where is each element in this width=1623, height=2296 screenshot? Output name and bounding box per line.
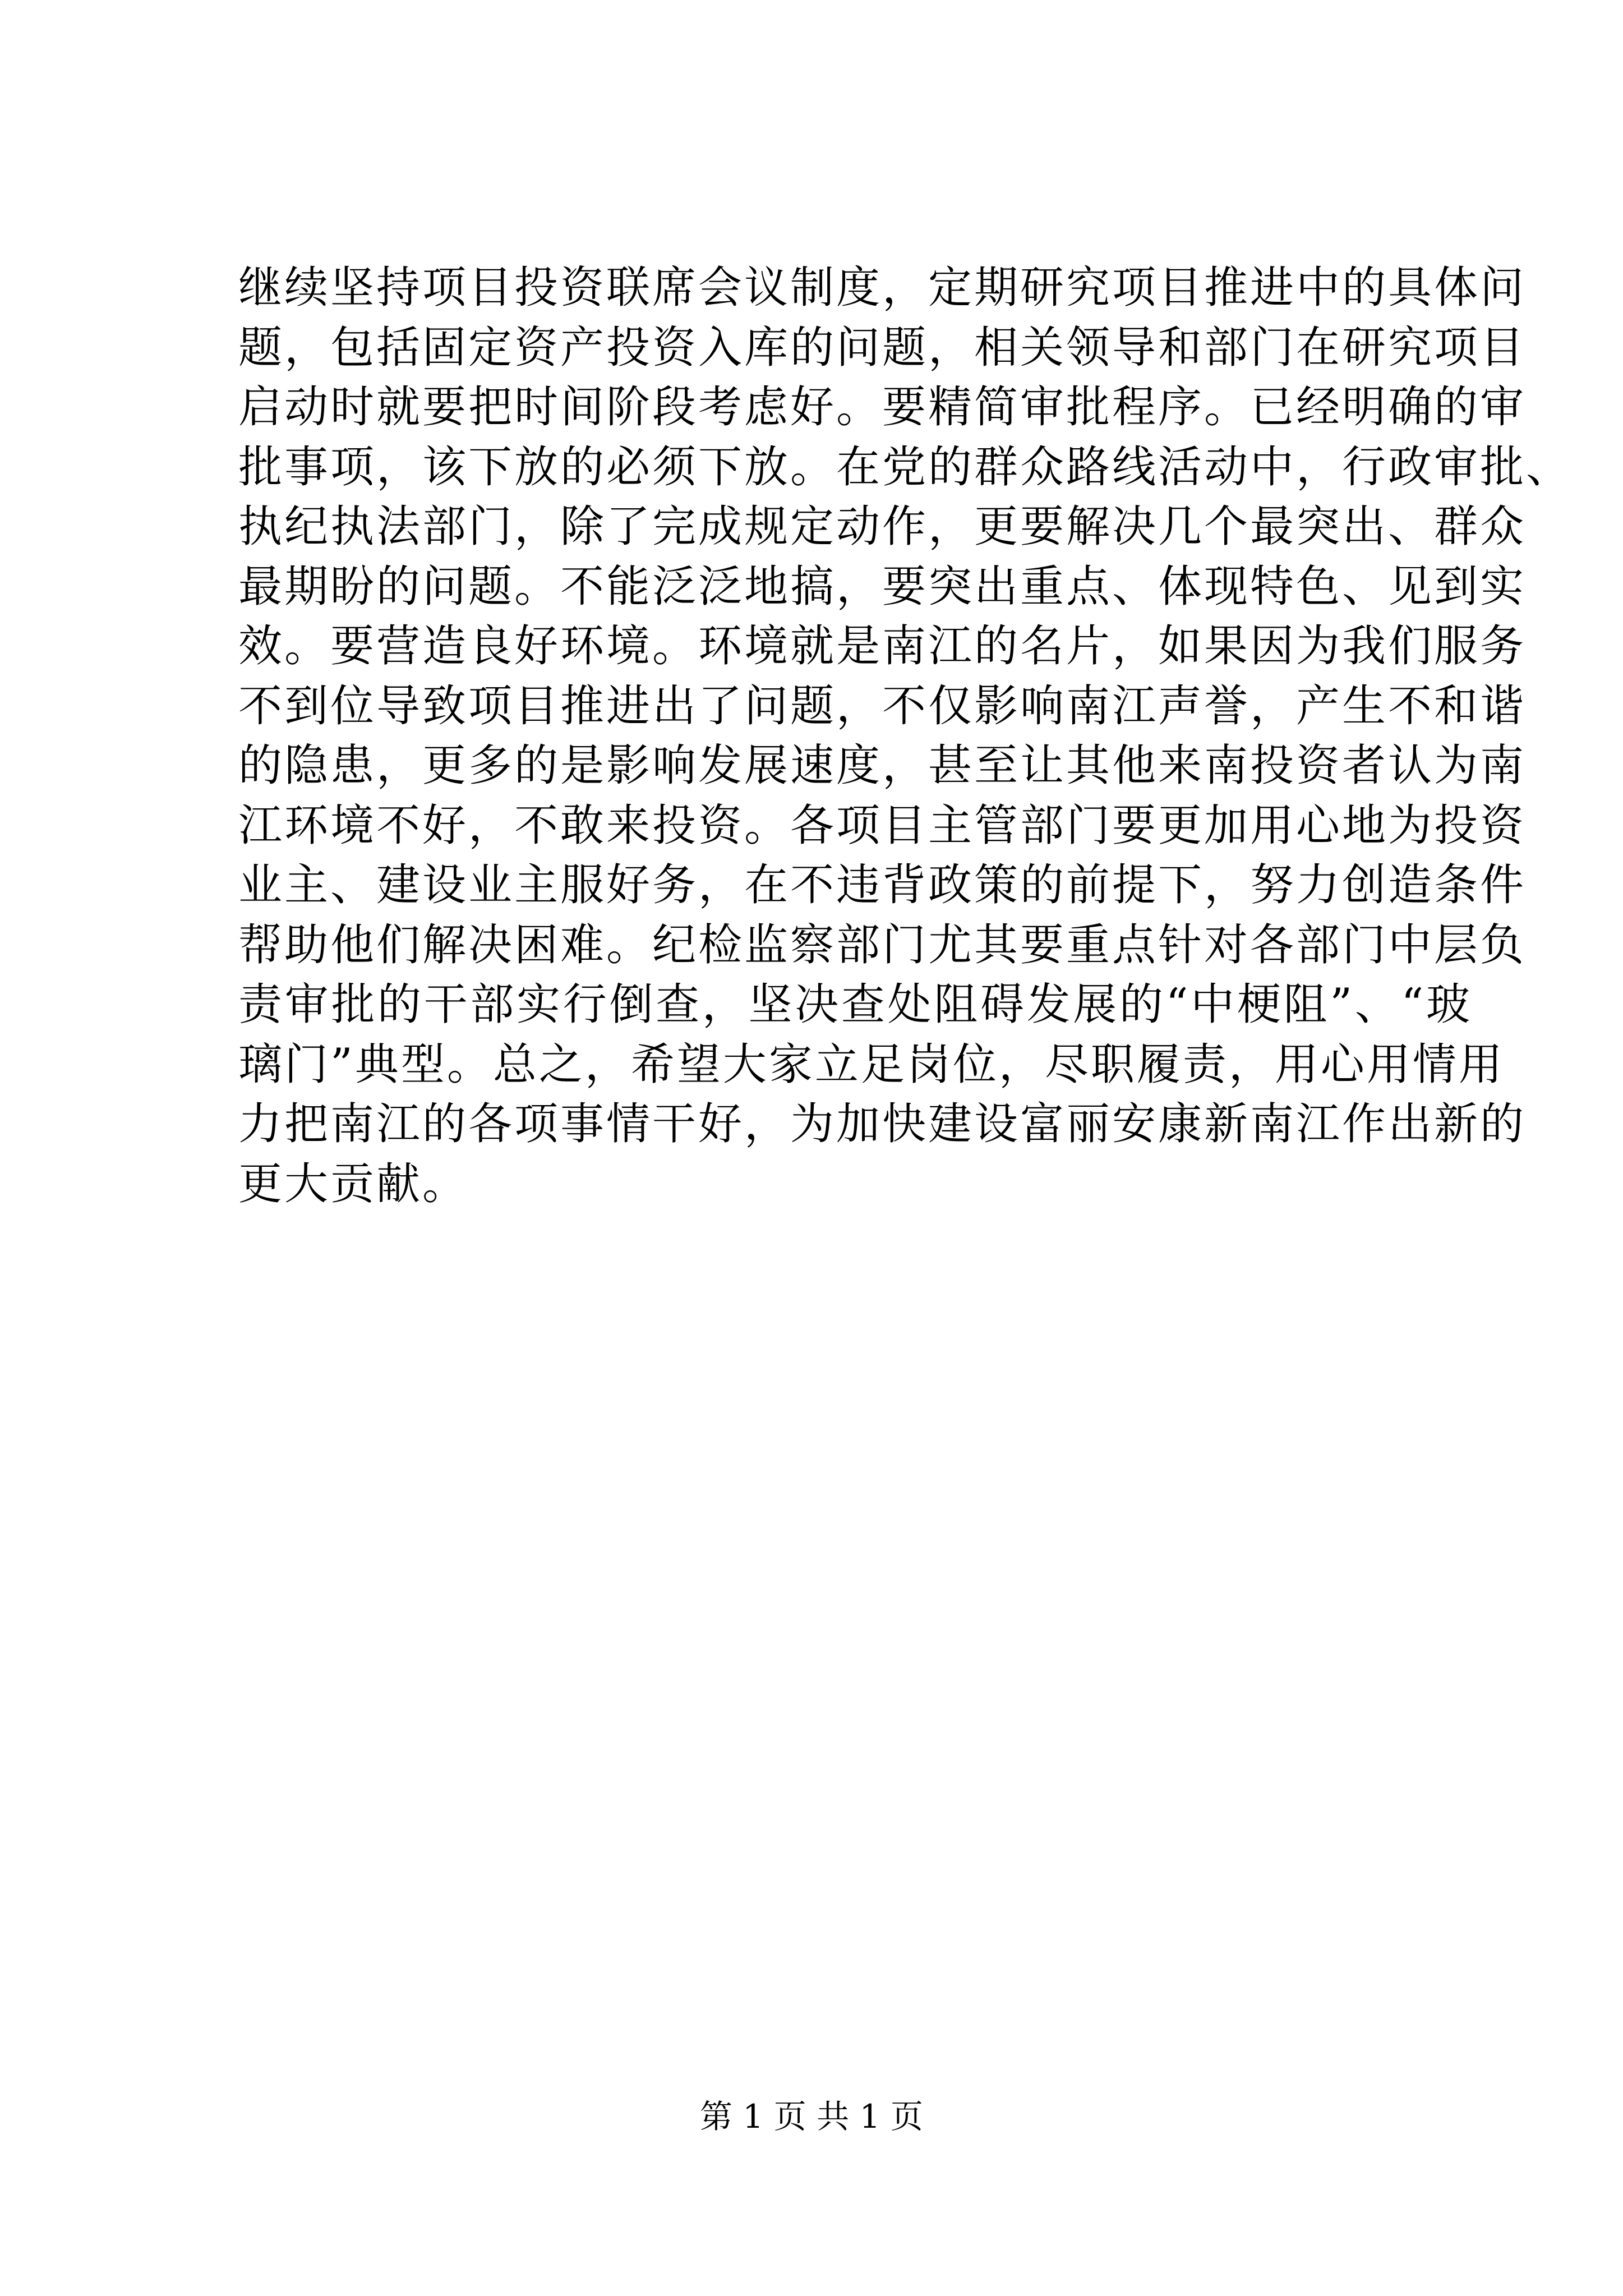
text-line: 更大贡献。 [238,1158,469,1209]
text-line: 继续坚持项目投资联席会议制度，定期研究项目推进中的具体问 [238,263,1527,313]
page-number-footer: 第 1 页 共 1 页 [700,2097,923,2136]
text-line: 执纪执法部门，除了完成规定动作，更要解决几个最突出、群众 [238,501,1527,552]
text-line: 责审批的干部实行倒查，坚决查处阻碍发展的“中梗阻”、“玻 [238,979,1472,1030]
text-line: 力把南江的各项事情干好，为加快建设富丽安康新南江作出新的 [238,1099,1527,1149]
text-line: 江环境不好，不敢来投资。各项目主管部门要更加用心地为投资 [238,800,1527,851]
body-paragraph [238,258,1573,1214]
text-line: 题，包括固定资产投资入库的问题，相关领导和部门在研究项目 [238,322,1527,373]
text-line: 帮助他们解决困难。纪检监察部门尤其要重点针对各部门中层负 [238,919,1527,970]
text-line: 不到位导致项目推进出了问题，不仅影响南江声誉，产生不和谐 [238,680,1527,731]
text-line: 璃门”典型。总之，希望大家立足岗位，尽职履责，用心用情用 [238,1039,1505,1090]
text-line: 最期盼的问题。不能泛泛地搞，要突出重点、体现特色、见到实 [238,561,1527,612]
text-line: 业主、建设业主服好务，在不违背政策的前提下，努力创造条件 [238,860,1527,910]
text-line: 启动时就要把时间阶段考虑好。要精简审批程序。已经明确的审 [238,382,1527,432]
text-line: 批事项，该下放的必须下放。在党的群众路线活动中，行政审批、 [238,441,1573,493]
text-line: 效。要营造良好环境。环境就是南江的名片，如果因为我们服务 [238,621,1527,671]
text-line: 的隐患，更多的是影响发展速度，甚至让其他来南投资者认为南 [238,740,1527,791]
